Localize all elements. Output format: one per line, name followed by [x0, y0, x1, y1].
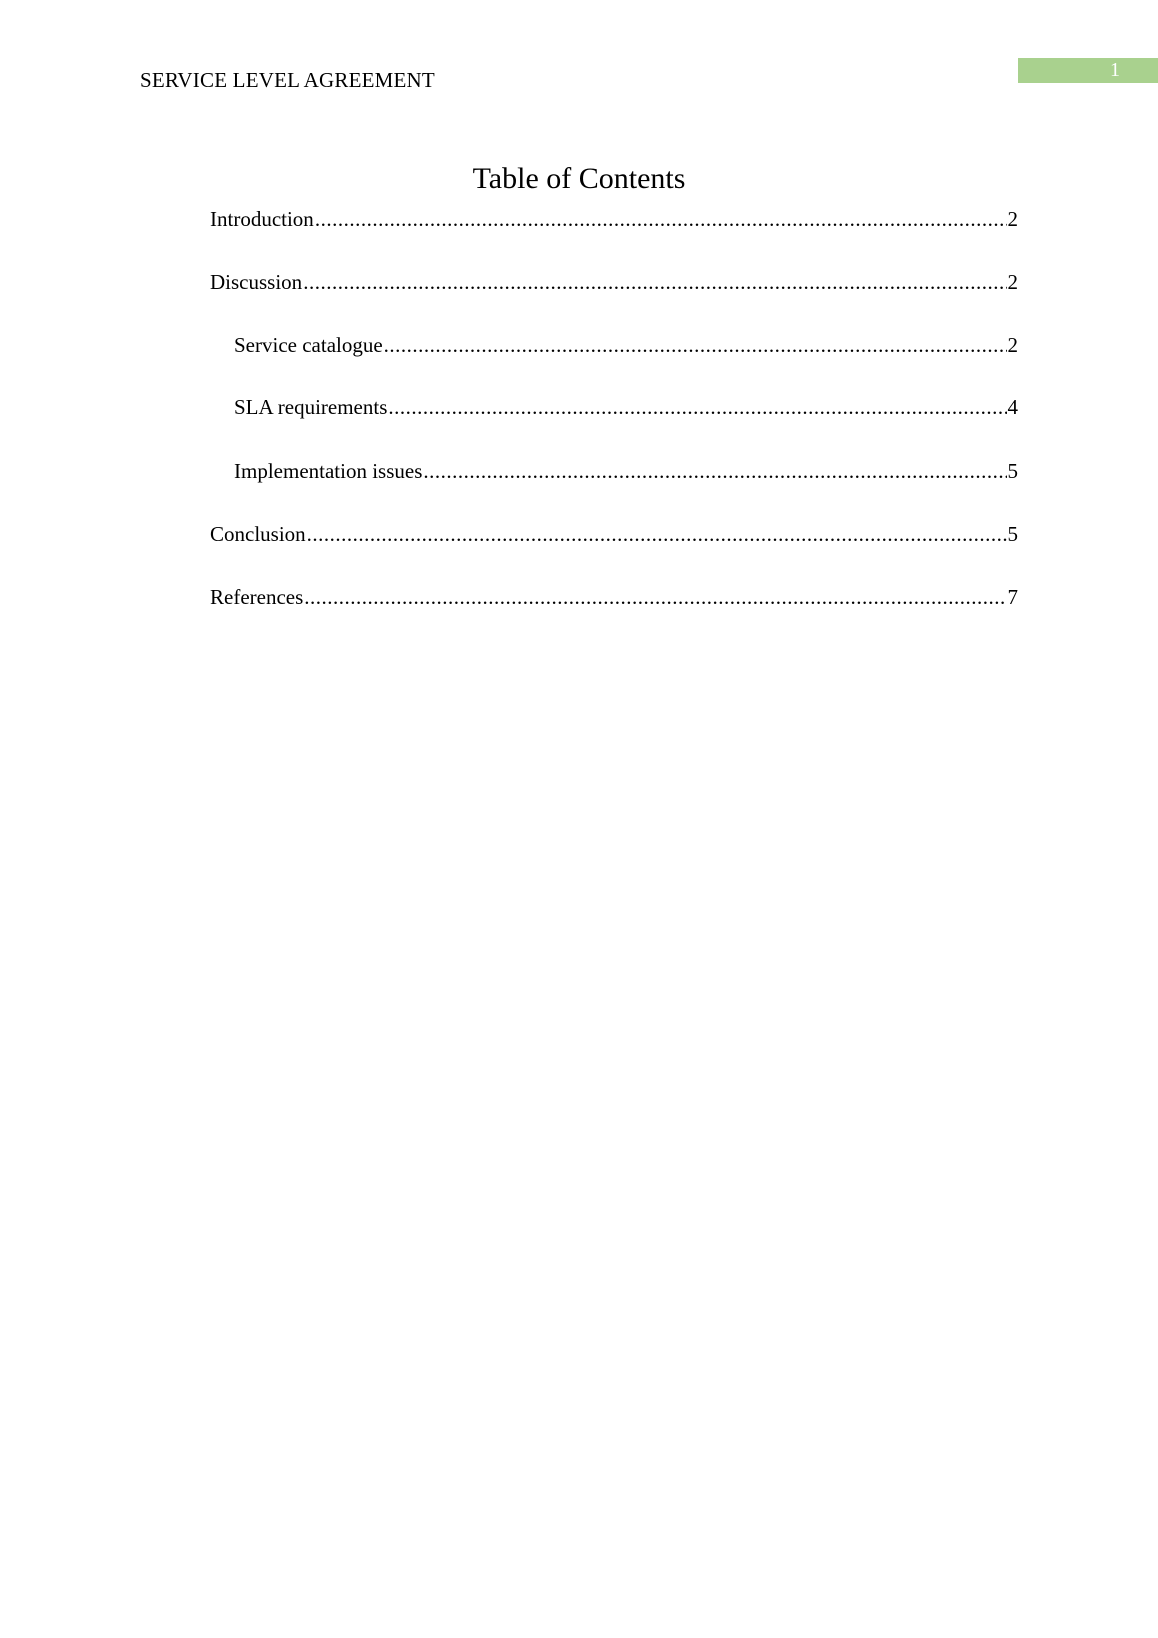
toc-entry-implementation-issues[interactable] — [234, 454, 1018, 484]
toc-entry-introduction[interactable] — [210, 202, 1018, 232]
toc-entry-page-number: 2 — [1007, 270, 1018, 294]
toc-entry-label: SLA requirements — [234, 395, 388, 419]
dot-leader — [423, 458, 1006, 484]
toc-entry-label: Discussion — [210, 270, 303, 294]
dot-leader — [304, 584, 1006, 610]
toc-entry-label: Introduction — [210, 207, 314, 231]
toc-entry-page-number: 5 — [1007, 459, 1018, 483]
dot-leader — [307, 521, 1007, 547]
dot-leader — [315, 206, 1007, 232]
toc-entry-references[interactable] — [210, 580, 1018, 610]
running-header-title: SERVICE LEVEL AGREEMENT — [140, 68, 435, 92]
dot-leader — [384, 332, 1007, 358]
toc-entry-label: References — [210, 585, 304, 609]
toc-entry-page-number: 5 — [1007, 522, 1018, 546]
toc-entry-service-catalogue[interactable] — [234, 328, 1018, 358]
toc-entry-page-number: 7 — [1007, 585, 1018, 609]
page-number-badge — [1018, 58, 1158, 83]
toc-entry-label: Implementation issues — [234, 459, 423, 483]
toc-entry-discussion[interactable] — [210, 265, 1018, 295]
toc-entry-page-number: 2 — [1007, 207, 1018, 231]
toc-entry-label: Conclusion — [210, 522, 306, 546]
toc-entry-page-number: 2 — [1007, 333, 1018, 357]
toc-entry-page-number: 4 — [1007, 395, 1018, 419]
toc-entry-sla-requirements[interactable] — [234, 390, 1018, 420]
toc-entry-label: Service catalogue — [234, 333, 383, 357]
dot-leader — [388, 394, 1006, 420]
toc-heading: Table of Contents — [472, 162, 686, 195]
toc-entry-conclusion[interactable] — [210, 517, 1018, 547]
dot-leader — [303, 269, 1006, 295]
page-number: 1 — [1110, 59, 1120, 81]
